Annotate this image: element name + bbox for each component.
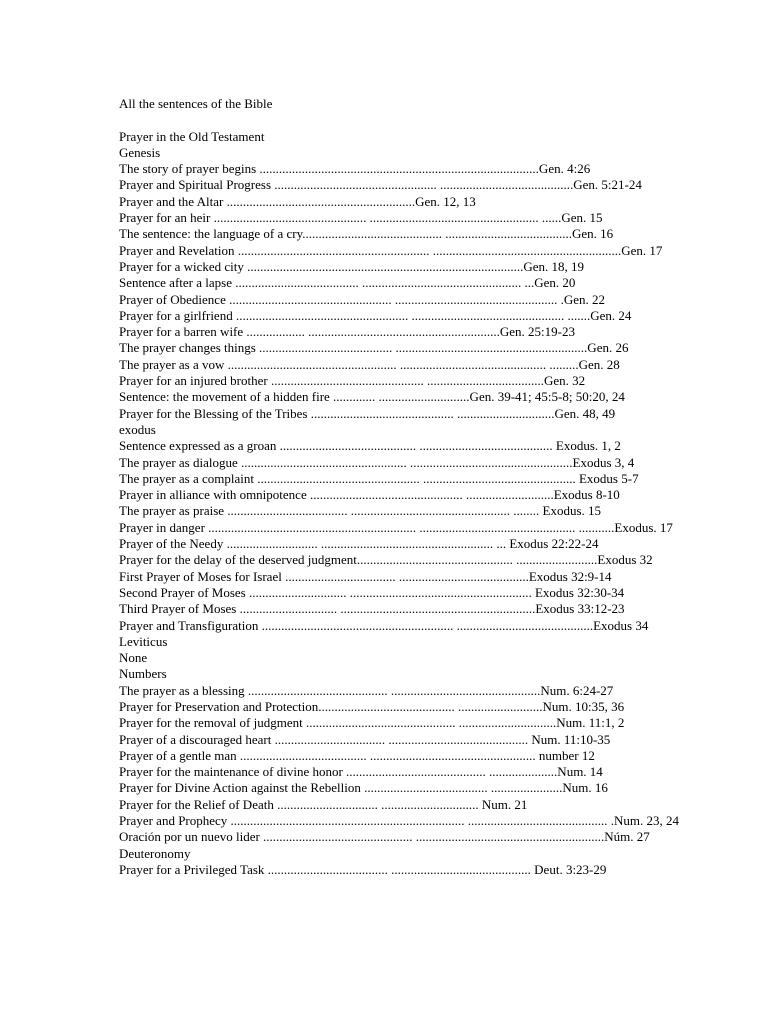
toc-entry: Prayer of the Needy ............................ ..................................................... ... Exodus 22:22-24 (119, 536, 599, 552)
toc-entry: The prayer as praise ..................................... ................................................. ........ Exodus. 15 (119, 503, 602, 519)
toc-entry: Prayer for the Blessing of the Tribes ............................................ ..............................Gen. 48, 49 (119, 405, 616, 421)
toc-entry: Prayer and the Altar ..........................................................Gen. 12, 13 (119, 193, 476, 209)
section-heading: Prayer in the Old Testament (119, 128, 265, 144)
book-heading: exodus (119, 421, 156, 437)
toc-entry: Third Prayer of Moses .............................. ............................................................Exodus 33:12-23 (119, 601, 625, 617)
toc-entry: The sentence: the language of a cry........................................... .......................................Gen. 16 (119, 226, 614, 242)
toc-entry: The prayer as a blessing ........................................... ..............................................Num. 6:24-27 (119, 682, 614, 698)
book-heading: Leviticus (119, 633, 168, 649)
toc-entry: Sentence expressed as a groan .......................................... ......................................... Exodus. 1, 2 (119, 438, 621, 454)
toc-entry: Prayer for a girlfriend ..................................................... ............................................... .......Gen. 24 (119, 307, 632, 323)
toc-entry: The prayer changes things ......................................... ...........................................................Gen. 26 (119, 340, 629, 356)
book-heading: None (119, 650, 148, 666)
toc-entry: Prayer and Spiritual Progress .................................................. .........................................Gen. 5:21-24 (119, 177, 642, 193)
toc-entry: First Prayer of Moses for Israel .................................. ........................................Exodus 32:9-14 (119, 568, 612, 584)
toc-entry: The prayer as a vow .................................................... ............................................. .........Gen. 28 (119, 356, 620, 372)
toc-entry: Second Prayer of Moses .............................. ........................................................ Exodus 32:30-34 (119, 584, 625, 600)
toc-entry: Prayer for the delay of the deserved judgment................................................ .........................Exodus 32 (119, 552, 653, 568)
toc-entry: Prayer for an injured brother ............................................... ....................................Gen. 32 (119, 373, 586, 389)
book-heading: Genesis (119, 144, 161, 160)
toc-entry: Sentence: the movement of a hidden fire ............. ............................Gen. 39-41; 45:5-8; 50:20, 24 (119, 389, 625, 405)
toc-entry: Prayer and Revelation ........................................................... ..........................................................Gen. 17 (119, 242, 663, 258)
toc-entry: Prayer for the Relief of Death ............................... .............................. Num. 21 (119, 796, 528, 812)
toc-entry: Prayer for Preservation and Protection.......................................... ..........................Num. 10:35, 36 (119, 698, 625, 714)
toc-entry: Prayer for a barren wife .................. ...........................................................Gen. 25:19-23 (119, 324, 576, 340)
book-heading: Numbers (119, 666, 167, 682)
toc-entry: The story of prayer begins ......................................................................................Gen. 4:26 (119, 161, 591, 177)
toc-entry: Prayer in danger ................................................................ ................................................ ...........Exodus. 17 (119, 519, 673, 535)
toc-entry: Prayer for the maintenance of divine honor ........................................... .....................Num. 14 (119, 764, 603, 780)
toc-entry: Prayer for a Privileged Task ..................................... ........................................... Deut. 3:23-29 (119, 861, 607, 877)
toc-entry: Prayer of a discouraged heart .................................. ........................................... Num. 11:10-35 (119, 731, 611, 747)
toc-entry: Prayer for the removal of judgment .............................................. ..............................Num. 11:1, 2 (119, 715, 625, 731)
blank-line (119, 112, 719, 128)
book-heading: Deuteronomy (119, 845, 191, 861)
toc-entry: The prayer as a complaint .................................................. ............................................... Exodus 5-7 (119, 470, 639, 486)
toc-entry: Prayer and Transfiguration ........................................................... ..........................................Exodus 34 (119, 617, 649, 633)
toc-entry: Prayer for an heir ............................................... .................................................... ......Gen. 15 (119, 210, 603, 226)
toc-entry: Prayer of a gentle man ....................................... ................................................... number 12 (119, 747, 595, 763)
document-title: All the sentences of the Bible (119, 96, 273, 111)
toc-entry: Prayer for Divine Action against the Rebellion ...................................... ......................Num. 16 (119, 780, 608, 796)
document-lines (119, 129, 719, 879)
toc-entry: Oración por un nuevo lider .............................................. ..........................................................Núm. 27 (119, 829, 650, 845)
toc-entry: Prayer of Obedience .................................................. .................................................. .Gen. 22 (119, 291, 605, 307)
toc-entry: Sentence after a lapse ...................................... ................................................. ...Gen. 20 (119, 275, 576, 291)
toc-entry: Prayer and Prophecy ........................................................................ ........................................... .Num. 23, 24 (119, 813, 680, 829)
toc-entry: Prayer for a wicked city .....................................................................................Gen. 18, 19 (119, 258, 585, 274)
toc-entry: The prayer as dialogue ................................................... ..................................................Exodus 3, 4 (119, 454, 635, 470)
toc-entry: Prayer in alliance with omnipotence ............................................... ...........................Exodus 8-10 (119, 487, 620, 503)
document-content (119, 96, 719, 878)
